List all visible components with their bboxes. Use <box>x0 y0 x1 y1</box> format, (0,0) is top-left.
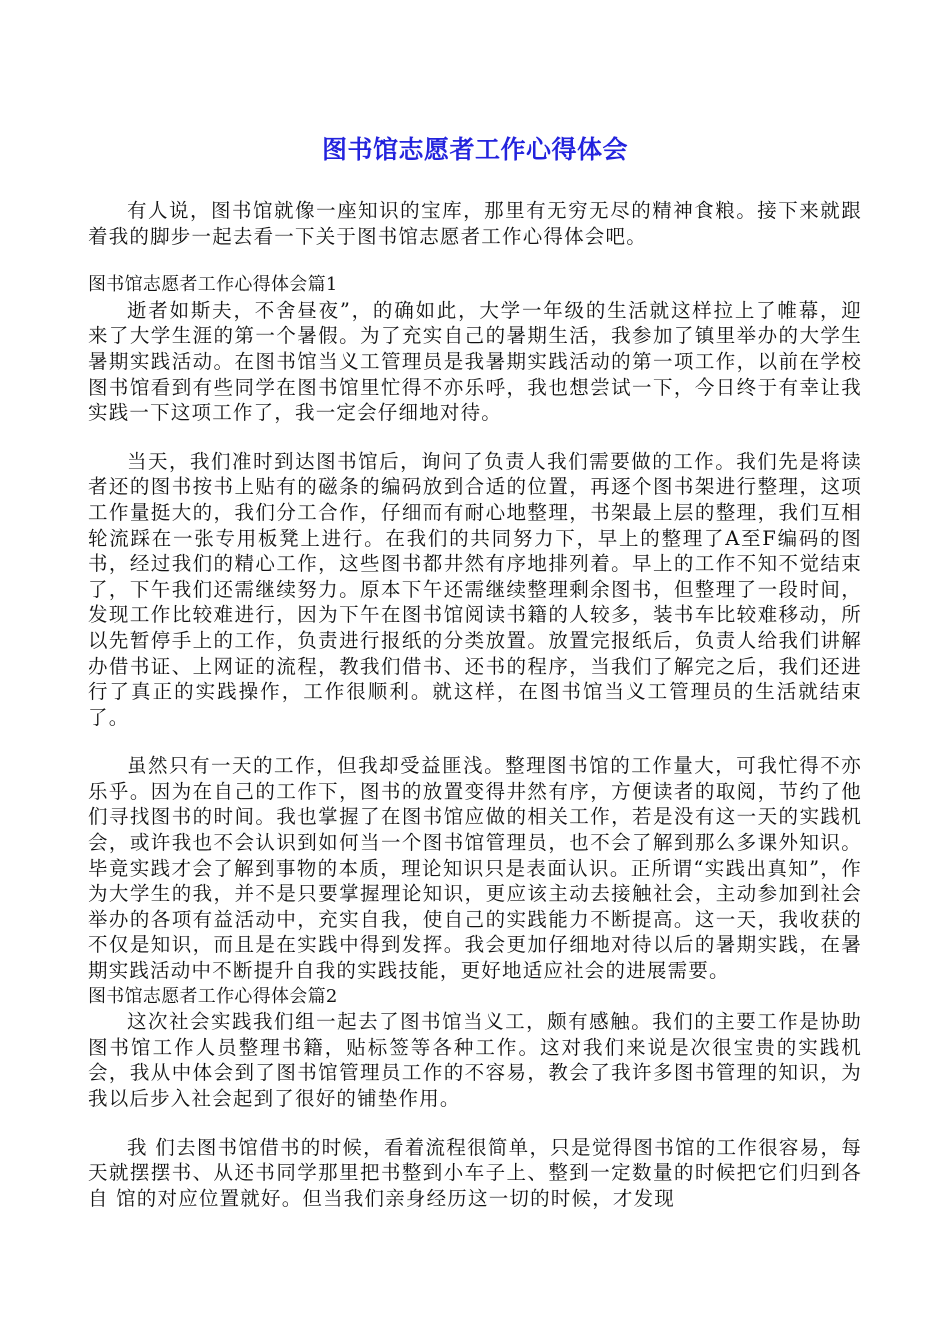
spacer <box>88 1112 862 1135</box>
spacer <box>88 730 862 753</box>
intro-paragraph: 有人说，图书馆就像一座知识的宝库，那里有无穷无尽的精神食粮。接下来就跟着我的脚步一起去看一下关于图书馆志愿者工作心得体会吧。 <box>88 199 862 248</box>
body-paragraph: 虽然只有一天的工作，但我却受益匪浅。整理图书馆的工作量大，可我忙得不亦乐乎。因为在自己的工作下，图书的放置变得井然有序，方便读者的取阅，节约了他们寻找图书的时间。我也掌握了在图书馆应做的相关工作，若是没有这一天的实践机会，或许我也不会认识到如何当一个图书馆管理员，也不会了解到那么多课外知识。毕竟实践才会了解到事物的本质，理论知识只是表面认识。正所谓“实践出真知”，作为大学生的我，并不是只要掌握理论知识，更应该主动去接触社会，主动参加到社会举办的各项有益活动中，充实自我，使自己的实践能力不断提高。这一天，我收获的不仅是知识，而且是在实践中得到发挥。我会更加仔细地对待以后的暑期实践，在暑期实践活动中不断提升自我的实践技能，更好地适应社会的进展需要。 <box>88 754 862 983</box>
document-body <box>88 198 862 1211</box>
spacer <box>88 249 862 272</box>
section-heading: 图书馆志愿者工作心得体会篇1 <box>88 274 338 296</box>
body-paragraph: 逝者如斯夫，不舍昼夜”，的确如此，大学一年级的生活就这样拉上了帷幕，迎来了大学生涯的第一个暑假。为了充实自己的暑期生活，我参加了镇里举办的大学生暑期实践活动。在图书馆当义工管理员是我暑期实践活动的第一项工作，以前在学校图书馆看到有些同学在图书馆里忙得不亦乐呼，我也想尝试一下，今日终于有幸让我实践一下这项工作了，我一定会仔细地对待。 <box>88 298 862 425</box>
body-paragraph: 当天，我们准时到达图书馆后，询问了负责人我们需要做的工作。我们先是将读者还的图书按书上贴有的磁条的编码放到合适的位置，再逐个图书架进行整理，这项工作量挺大的，我们分工合作，仔细而有耐心地整理，书架最上层的整理，我们互相轮流踩在一张专用板凳上进行。在我们的共同努力下，早上的整理了A至F编码的图书，经过我们的精心工作，这些图书都井然有序地排列着。早上的工作不知不觉结束了，下午我们还需继续努力。原本下午还需继续整理剩余图书，但整理了一段时间，发现工作比较难进行，因为下午在图书馆阅读书籍的人较多，装书车比较难移动，所以先暂停手上的工作，负责进行报纸的分类放置。放置完报纸后，负责人给我们讲解办借书证、上网证的流程，教我们借书、还书的程序，当我们了解完之后，我们还进行了真正的实践操作，工作很顺利。就这样，在图书馆当义工管理员的生活就结束了。 <box>88 449 862 729</box>
spacer <box>88 426 862 449</box>
body-paragraph: 我 们去图书馆借书的时候，看着流程很简单，只是觉得图书馆的工作很容易，每天就摆摆书、从还书同学那里把书整到小车子上、整到一定数量的时候把它们归到各自 馆的对应位置就好。但当我们亲身经历这一切的时候，才发现 <box>88 1135 862 1210</box>
body-paragraph: 这次社会实践我们组一起去了图书馆当义工，颇有感触。我们的主要工作是协助图书馆工作人员整理书籍，贴标签等各种工作。这对我们来说是次很宝贵的实践机会，我从中体会到了图书馆管理员工作的不容易，教会了我许多图书管理的知识，为我以后步入社会起到了很好的铺垫作用。 <box>88 1010 862 1110</box>
document-title: 图书馆志愿者工作心得体会 <box>321 135 628 164</box>
section-heading: 图书馆志愿者工作心得体会篇2 <box>88 985 338 1007</box>
